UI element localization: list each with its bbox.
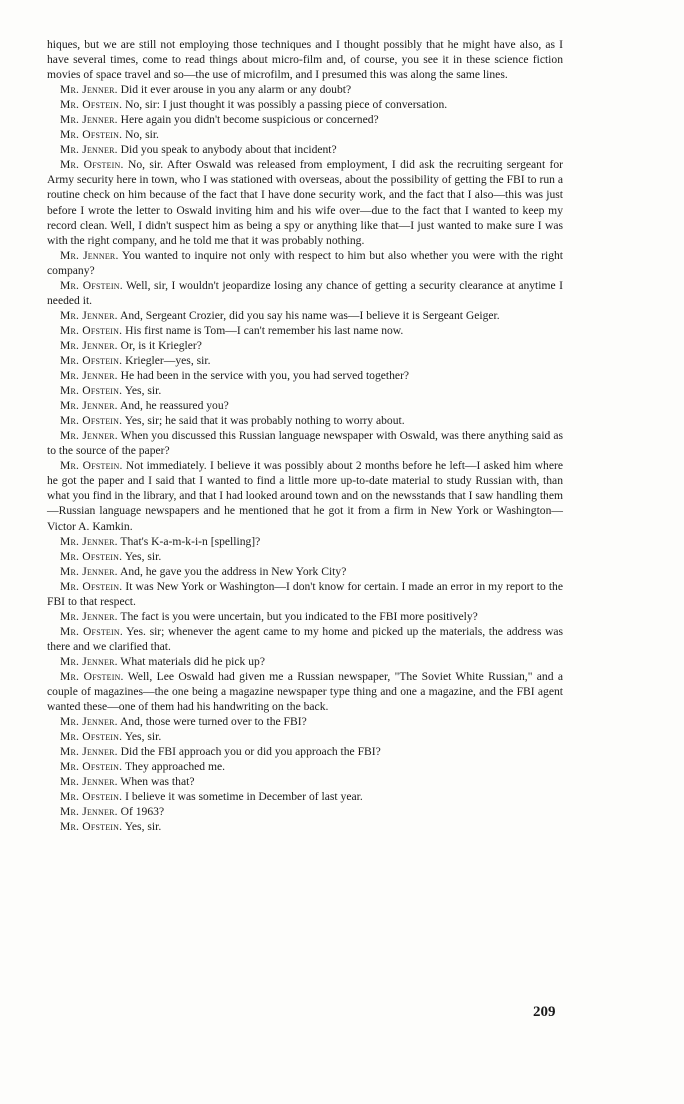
paragraph-text: Of 1963? <box>120 805 165 819</box>
speaker-name: Mr. Ofstein. <box>60 760 123 774</box>
speaker-name: Mr. Ofstein. <box>60 353 123 367</box>
speaker-name: Mr. Jenner. <box>60 564 118 578</box>
testimony-paragraph <box>47 278 563 308</box>
testimony-paragraph <box>47 338 563 353</box>
testimony-paragraph <box>47 353 563 368</box>
speaker-name: Mr. Ofstein. <box>60 158 124 172</box>
paragraph-text: Yes, sir. <box>124 384 162 398</box>
speaker-name: Mr. Ofstein. <box>60 669 124 683</box>
speaker-name: Mr. Ofstein. <box>60 579 123 593</box>
testimony-paragraph <box>47 744 563 759</box>
paragraph-text: You wanted to inquire not only with respect to him but also whether you were with the right company? <box>47 248 564 277</box>
testimony-paragraph <box>47 804 563 819</box>
paragraph-text: Well, sir, I wouldn't jeopardize losing any chance of getting a security clearance at anytime I needed it. <box>47 278 563 307</box>
speaker-name: Mr. Jenner. <box>60 654 118 668</box>
testimony-paragraph <box>47 428 563 458</box>
speaker-name: Mr. Ofstein. <box>60 459 123 473</box>
speaker-name: Mr. Ofstein. <box>60 323 123 337</box>
speaker-name: Mr. Jenner. <box>60 399 118 413</box>
testimony-paragraph <box>47 549 563 564</box>
paragraph-text: Not immediately. I believe it was possibly about 2 months before he left—I asked him where he got the paper and I said that I wanted to find a little more up-to-date material to study Russian with, than what you find in the library, and that I had looked around town and on the newsstands that I saw handling them—Russian language newspapers and he mentioned that he got it from a firm in New York or Washington—Victor A. Kamkin. <box>47 459 563 533</box>
speaker-name: Mr. Ofstein. <box>60 278 123 292</box>
paragraph-text: It was New York or Washington—I don't know for certain. I made an error in my report to the FBI to that respect. <box>47 579 563 608</box>
speaker-name: Mr. Jenner. <box>60 775 118 789</box>
paragraph-text: hiques, but we are still not employing those techniques and I thought possibly that he might have also, as I have several times, come to read things about micro-film and, of course, you see it in these science fiction movies of space travel and so—the use of microfilm, and I presumed this was along the same lines. <box>47 38 563 82</box>
testimony-paragraph <box>47 564 563 579</box>
testimony-paragraph <box>47 112 563 127</box>
testimony-paragraph <box>47 323 563 338</box>
paragraph-text: His first name is Tom—I can't remember his last name now. <box>125 323 404 337</box>
speaker-name: Mr. Jenner. <box>60 248 119 262</box>
speaker-name: Mr. Ofstein. <box>60 820 123 834</box>
paragraph-text: Well, Lee Oswald had given me a Russian newspaper, "The Soviet White Russian," and a couple of magazines—the one being a magazine newspaper type thing and one a magazine, and the FBI agent wanted these—one of them had his handwriting on the back. <box>47 669 563 714</box>
paragraph-text: When was that? <box>120 775 195 789</box>
speaker-name: Mr. Ofstein. <box>60 730 123 744</box>
speaker-name: Mr. Ofstein. <box>60 384 123 398</box>
paragraph-text: No, sir: I just thought it was possibly a passing piece of conversation. <box>125 98 448 112</box>
paragraph-text: And, Sergeant Crozier, did you say his name was—I believe it is Sergeant Geiger. <box>119 308 500 322</box>
paragraph-text: And, those were turned over to the FBI? <box>119 715 307 729</box>
speaker-name: Mr. Ofstein. <box>60 790 123 804</box>
testimony-paragraph <box>47 774 563 789</box>
testimony-paragraph <box>47 127 563 142</box>
speaker-name: Mr. Jenner. <box>60 113 118 127</box>
speaker-name: Mr. Ofstein. <box>60 98 123 112</box>
speaker-name: Mr. Jenner. <box>60 369 118 383</box>
paragraph-text: Did you speak to anybody about that incident? <box>120 143 337 157</box>
testimony-paragraph <box>47 609 563 624</box>
testimony-paragraph <box>47 308 563 323</box>
speaker-name: Mr. Jenner. <box>60 338 118 352</box>
paragraph-text: I believe it was sometime in December of last year. <box>125 790 363 804</box>
paragraph-text: Or, is it Kriegler? <box>120 338 202 352</box>
testimony-paragraph <box>47 654 563 669</box>
testimony-paragraph <box>47 729 563 744</box>
paragraph-text: Did the FBI approach you or did you approach the FBI? <box>120 745 381 759</box>
speaker-name: Mr. Jenner. <box>60 609 118 623</box>
paragraph-text: Here again you didn't become suspicious or concerned? <box>120 113 379 127</box>
paragraph-text: Yes. sir; whenever the agent came to my home and picked up the materials, the address was there and we clarified that. <box>47 624 563 653</box>
paragraph-text: No, sir. After Oswald was released from employment, I did ask the recruiting sergeant for Army security here in town, who I was stationed with overseas, about the possibility of getting the FBI to run a routine check on him because of the fact that I have done security work, and the fact that I also—this was just before I wrote the letter to Oswald inviting him and his wife over—due to the fact that I wanted to keep my record clean. Well, I didn't suspect him as being a spy or anything like that—I just wanted to make sure I was with the right company, and he told me that it was probably nothing. <box>47 158 564 247</box>
testimony-paragraph <box>47 37 563 82</box>
testimony-paragraph <box>47 714 563 729</box>
paragraph-text: No, sir. <box>125 128 159 142</box>
speaker-name: Mr. Ofstein. <box>60 128 123 142</box>
paragraph-text: And, he gave you the address in New York City? <box>119 564 347 578</box>
speaker-name: Mr. Jenner. <box>60 745 118 759</box>
paragraph-text: When you discussed this Russian language newspaper with Oswald, was there anything said as to the source of the paper? <box>47 429 564 458</box>
testimony-paragraph <box>47 142 563 157</box>
paragraph-text: That's K-a-m-k-i-n [spelling]? <box>120 534 261 548</box>
paragraph-text: Yes, sir. <box>124 820 162 834</box>
testimony-paragraph <box>47 759 563 774</box>
testimony-paragraph <box>47 534 563 549</box>
paragraph-text: Did it ever arouse in you any alarm or any doubt? <box>120 83 352 97</box>
speaker-name: Mr. Jenner. <box>60 83 118 97</box>
testimony-body <box>47 37 563 834</box>
speaker-name: Mr. Jenner. <box>60 429 118 443</box>
speaker-name: Mr. Jenner. <box>60 143 118 157</box>
paragraph-text: Yes, sir. <box>124 549 162 563</box>
page-number: 209 <box>533 1004 556 1020</box>
paragraph-text: Yes, sir. <box>124 730 162 744</box>
speaker-name: Mr. Jenner. <box>60 308 118 322</box>
testimony-paragraph <box>47 789 563 804</box>
paragraph-text: And, he reassured you? <box>119 399 229 413</box>
paragraph-text: Kriegler—yes, sir. <box>125 353 211 367</box>
paragraph-text: Yes, sir; he said that it was probably nothing to worry about. <box>124 414 405 428</box>
paragraph-text: What materials did he pick up? <box>120 654 265 668</box>
paragraph-text: They approached me. <box>124 760 226 774</box>
testimony-paragraph <box>47 624 563 654</box>
testimony-paragraph <box>47 157 563 247</box>
testimony-paragraph <box>47 458 563 533</box>
paragraph-text: The fact is you were uncertain, but you indicated to the FBI more positively? <box>120 609 478 623</box>
speaker-name: Mr. Jenner. <box>60 534 118 548</box>
testimony-paragraph <box>47 398 563 413</box>
speaker-name: Mr. Ofstein. <box>60 624 123 638</box>
testimony-paragraph <box>47 383 563 398</box>
testimony-paragraph <box>47 579 563 609</box>
speaker-name: Mr. Ofstein. <box>60 414 123 428</box>
testimony-paragraph <box>47 819 563 834</box>
speaker-name: Mr. Jenner. <box>60 715 118 729</box>
testimony-paragraph <box>47 82 563 97</box>
paragraph-text: He had been in the service with you, you had served together? <box>120 369 410 383</box>
speaker-name: Mr. Ofstein. <box>60 549 123 563</box>
testimony-paragraph <box>47 368 563 383</box>
testimony-paragraph <box>47 248 563 278</box>
testimony-paragraph <box>47 97 563 112</box>
speaker-name: Mr. Jenner. <box>60 805 118 819</box>
testimony-paragraph <box>47 413 563 428</box>
testimony-paragraph <box>47 669 563 714</box>
